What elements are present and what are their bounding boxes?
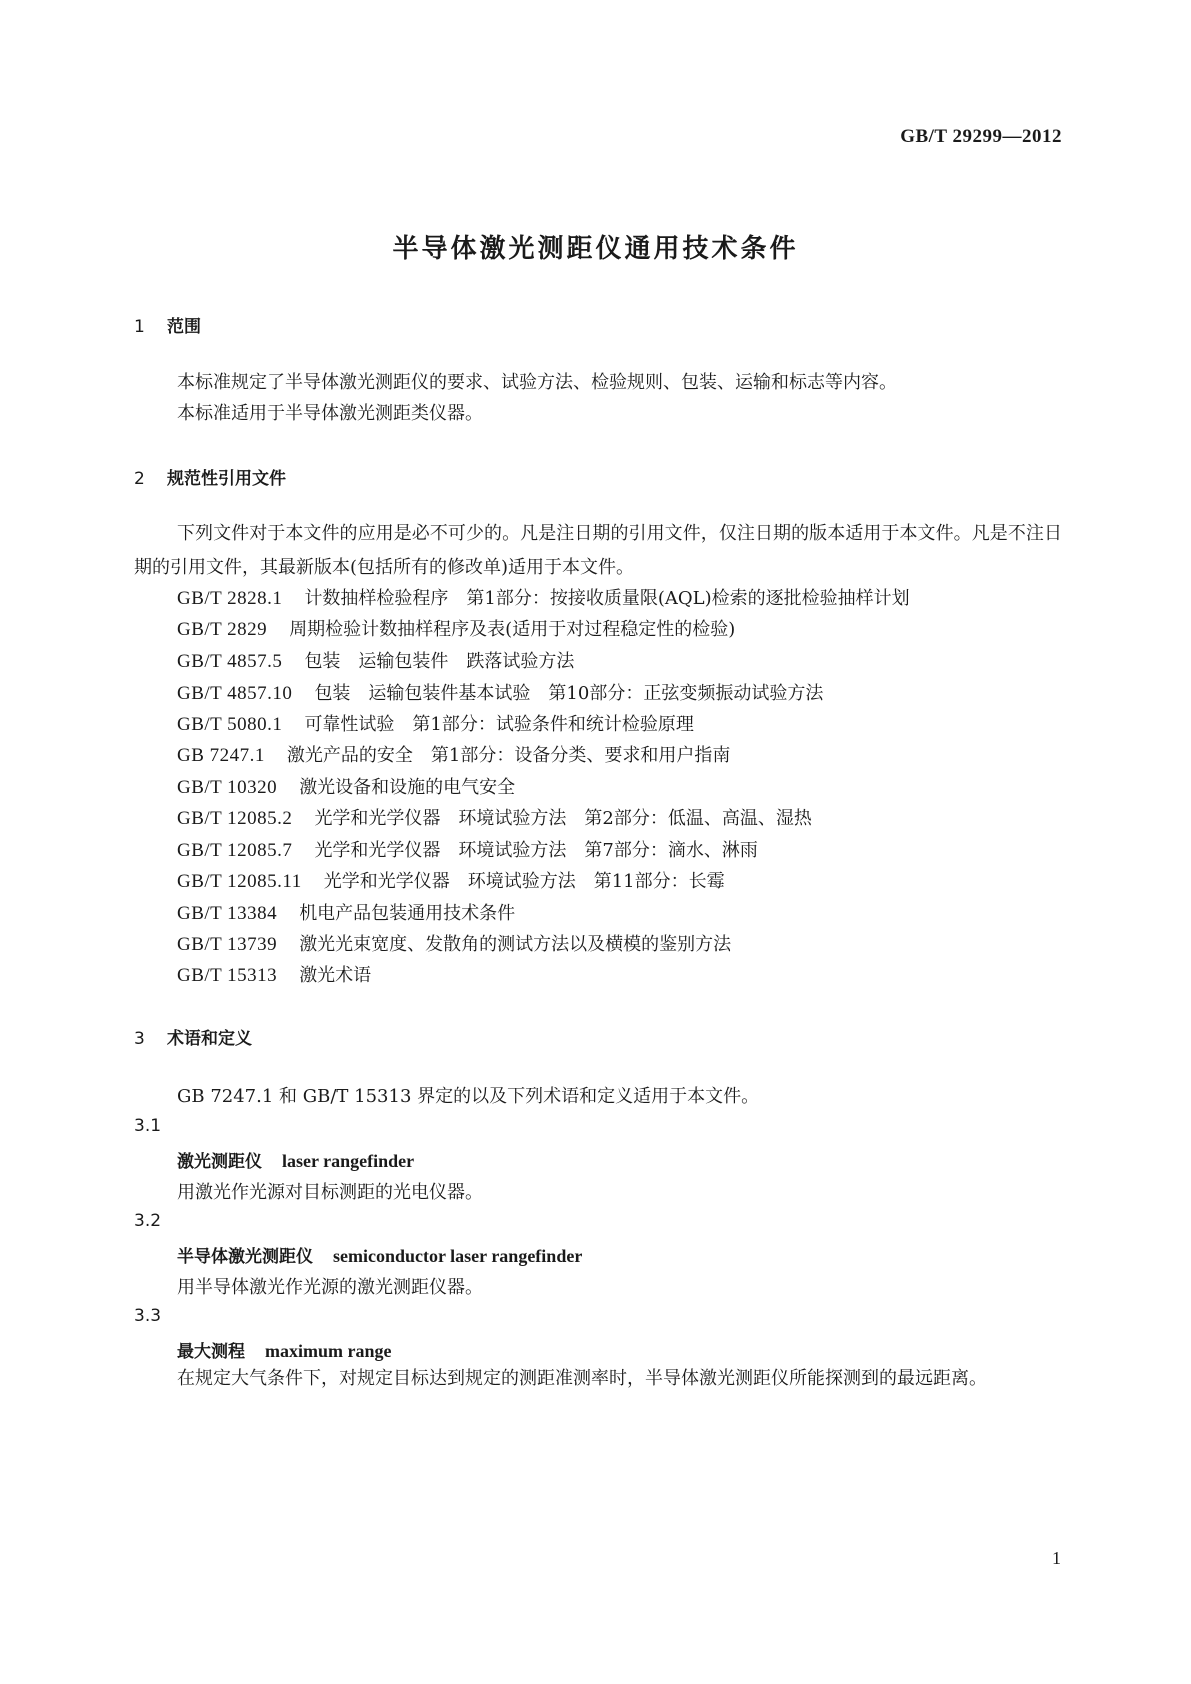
reference-title: 激光光束宽度、发散角的测试方法以及横模的鉴别方法 (299, 934, 732, 955)
reference-title: 激光产品的安全 第1部分：设备分类、要求和用户指南 (286, 745, 731, 766)
document-title: 半导体激光测距仪通用技术条件 (392, 234, 799, 264)
reference-item (177, 679, 823, 705)
reference-code: GB/T 10320 (177, 777, 278, 798)
standard-number: GB/T 29299—2012 (900, 126, 1062, 147)
term-english: laser rangefinder (282, 1151, 415, 1171)
reference-code: GB/T 4857.5 (177, 651, 283, 672)
section-2-heading (134, 464, 286, 489)
section-number: 1 (134, 317, 145, 337)
reference-item (177, 899, 515, 925)
reference-item (177, 930, 731, 956)
term-name: 激光测距仪 (177, 1152, 262, 1172)
term-name: 半导体激光测距仪 (177, 1247, 313, 1267)
reference-title: 激光设备和设施的电气安全 (299, 777, 516, 798)
term-english: maximum range (265, 1341, 392, 1361)
term-definition: 用半导体激光作光源的激光测距仪器。 (177, 1277, 483, 1298)
terms-intro: GB 7247.1 和 GB/T 15313 界定的以及下列术语和定义适用于本文件。 (177, 1086, 760, 1107)
section-number: 3 (134, 1029, 145, 1049)
term-english: semiconductor laser rangefinder (333, 1246, 583, 1266)
reference-item (177, 710, 694, 736)
reference-item (177, 584, 910, 610)
section-title: 术语和定义 (167, 1029, 252, 1049)
reference-title: 光学和光学仪器 环境试验方法 第11部分：长霉 (323, 871, 725, 892)
reference-item (177, 615, 735, 641)
term-name: 最大测程 (177, 1342, 245, 1362)
reference-title: 包装 运输包装件 跌落试验方法 (304, 651, 575, 672)
reference-title: 可靠性试验 第1部分：试验条件和统计检验原理 (304, 714, 694, 735)
reference-code: GB/T 2829 (177, 619, 268, 640)
reference-code: GB/T 4857.10 (177, 683, 293, 704)
reference-item (177, 867, 725, 893)
reference-item (177, 836, 758, 862)
references-intro: 下列文件对于本文件的应用是必不可少的。凡是注日期的引用文件，仅注日期的版本适用于本文件。凡是不注日期的引用文件，其最新版本(包括所有的修改单)适用于本文件。 (134, 523, 1062, 578)
reference-code: GB/T 12085.2 (177, 808, 293, 829)
reference-title: 光学和光学仪器 环境试验方法 第7部分：滴水、淋雨 (314, 840, 758, 861)
term-number: 3.1 (134, 1116, 162, 1136)
term-definition: 在规定大气条件下，对规定目标达到规定的测距准测率时，半导体激光测距仪所能探测到的最远距离。 (177, 1368, 987, 1389)
section-3-heading (134, 1024, 252, 1049)
reference-code: GB/T 5080.1 (177, 714, 283, 735)
reference-title: 光学和光学仪器 环境试验方法 第2部分：低温、高温、湿热 (314, 808, 812, 829)
reference-item (177, 647, 574, 673)
reference-code: GB 7247.1 (177, 745, 265, 766)
reference-title: 包装 运输包装件基本试验 第10部分：正弦变频振动试验方法 (314, 683, 824, 704)
term-heading (177, 1242, 582, 1267)
reference-code: GB/T 15313 (177, 965, 278, 986)
term-heading (177, 1337, 391, 1362)
term-heading (177, 1147, 414, 1172)
scope-paragraph-1: 本标准规定了半导体激光测距仪的要求、试验方法、检验规则、包装、运输和标志等内容。 (177, 372, 897, 393)
reference-code: GB/T 2828.1 (177, 588, 283, 609)
reference-title: 激光术语 (299, 965, 372, 986)
reference-code: GB/T 13384 (177, 903, 278, 924)
reference-title: 计数抽样检验程序 第1部分：按接收质量限(AQL)检索的逐批检验抽样计划 (304, 588, 910, 609)
section-title: 规范性引用文件 (167, 469, 286, 489)
section-title: 范围 (167, 317, 201, 337)
reference-code: GB/T 13739 (177, 934, 278, 955)
reference-title: 周期检验计数抽样程序及表(适用于对过程稳定性的检验) (289, 619, 736, 640)
page-number: 1 (1052, 1548, 1061, 1568)
section-number: 2 (134, 469, 145, 489)
reference-item (177, 961, 371, 987)
reference-code: GB/T 12085.11 (177, 871, 302, 892)
term-number: 3.2 (134, 1211, 162, 1231)
term-definition: 用激光作光源对目标测距的光电仪器。 (177, 1182, 483, 1203)
reference-code: GB/T 12085.7 (177, 840, 293, 861)
reference-item (177, 804, 812, 830)
section-1-heading (134, 312, 201, 337)
term-number: 3.3 (134, 1306, 162, 1326)
reference-item (177, 773, 515, 799)
scope-paragraph-2: 本标准适用于半导体激光测距类仪器。 (177, 403, 483, 424)
reference-item (177, 741, 730, 767)
reference-title: 机电产品包装通用技术条件 (299, 903, 516, 924)
